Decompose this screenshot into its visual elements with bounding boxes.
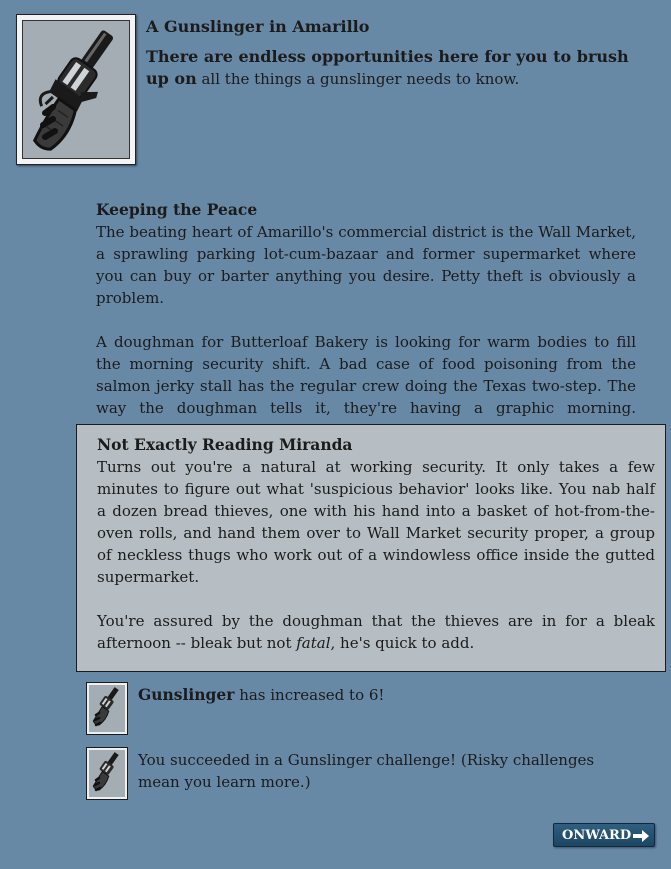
onward-button[interactable]	[553, 823, 655, 847]
result-paragraph-1: Turns out you're a natural at working security. It only takes a few minutes to figure out what 'suspicious behavior' looks like. You nab half a dozen bread thieves, one with his hand into a basket of hot-from-the-oven rolls, and hand them over to Wall Market security proper, a group of neckless thugs who work out of a windowless office inside the gutted supermarket.	[97, 458, 655, 586]
storylet-portrait	[16, 14, 136, 165]
result-paragraph-2-after: , he's quick to add.	[330, 634, 475, 652]
arrow-right-icon	[633, 830, 649, 842]
result-title: Not Exactly Reading Miranda	[97, 435, 353, 454]
branch-title: Keeping the Peace	[96, 200, 258, 219]
branch-description	[96, 199, 636, 441]
branch-paragraph-2: A doughman for Butterloaf Bakery is looking for warm bodies to fill the morning security shift. A bad case of food poisoning from the salmon jerky stall has the regular crew doing the Texas two-step. The way the doughman tells it, they're having a graphic morning.	[96, 333, 636, 417]
revolver-icon	[89, 685, 125, 732]
result-panel	[76, 424, 666, 672]
result-paragraph-2	[97, 610, 655, 654]
revolver-icon	[89, 750, 125, 797]
result-paragraph-2-italic: fatal	[296, 634, 331, 652]
onward-label: ONWARD	[562, 828, 632, 843]
storylet-header	[146, 16, 656, 90]
storylet-title: A Gunslinger in Amarillo	[146, 17, 370, 36]
storylet-intro-rest: all the things a gunslinger needs to know.	[201, 70, 520, 88]
revolver-icon	[22, 20, 130, 159]
quality-change-message: has increased to 6!	[234, 686, 385, 704]
storylet-intro	[146, 46, 656, 90]
result-paragraph-2-before: You're assured by the doughman that the thieves are in for a bleak afternoon -- bleak but not	[97, 612, 655, 652]
quality-icon-frame	[86, 682, 128, 735]
challenge-result-text: You succeeded in a Gunslinger challenge! (Risky challenges mean you learn more.)	[138, 751, 595, 791]
quality-change-text	[138, 684, 638, 706]
storylet-intro-bold: There are endless opportunities here for you to brush up on	[146, 47, 629, 88]
quality-name: Gunslinger	[138, 685, 235, 704]
quality-icon-frame	[86, 747, 128, 800]
branch-paragraph-1: The beating heart of Amarillo's commercial district is the Wall Market, a sprawling parking lot-cum-bazaar and former supermarket where you can buy or barter anything you desire. Petty theft is obviously a problem.	[96, 223, 636, 307]
